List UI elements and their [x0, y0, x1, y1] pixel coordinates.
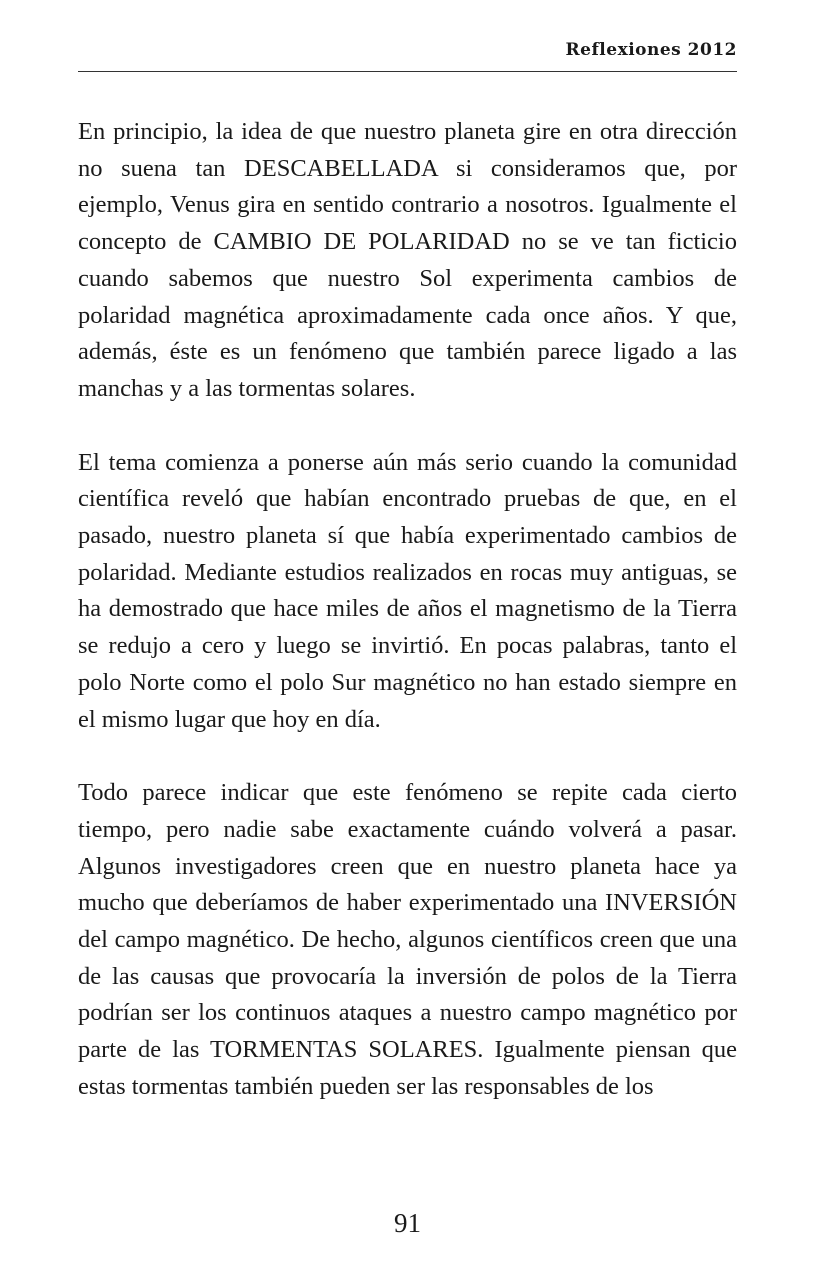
paragraph-2: El tema comienza a ponerse aún más serio cuando la comunidad científica reveló que habían encontrado pruebas de que, en el pasado, nuestro planeta sí que había experimentado cambios de polaridad. Mediante estudios realizados en rocas muy antiguas, se ha demostrado que hace miles de años el magnetismo de la Tierra se redujo a cero y luego se invirtió. En pocas palabras, tanto el polo Norte como el polo Sur magnético no han estado siempre en el mismo lugar que hoy en día. [78, 448, 737, 733]
page-body [78, 114, 737, 1106]
running-header-title: Reflexiones 2012 [565, 40, 737, 60]
paragraph-1: En principio, la idea de que nuestro planeta gire en otra dirección no suena tan DESCABELLADA si consideramos que, por ejemplo, Venus gira en sentido contrario a nosotros. Igualmente el concepto de CAMBIO DE POLARIDAD no se ve tan ficticio cuando sabemos que nuestro Sol experimenta cambios de polaridad magnética aproximadamente cada once años. Y que, además, éste es un fenómeno que también parece ligado a las manchas y a las tormentas solares. [78, 118, 737, 402]
header-divider [78, 71, 737, 72]
paragraph-3: Todo parece indicar que este fenómeno se repite cada cierto tiempo, pero nadie sabe exactamente cuándo volverá a pasar. Algunos investigadores creen que en nuestro planeta hace ya mucho que deberíamos de haber experimentado una INVERSIÓN del campo magnético. De hecho, algunos científicos creen que una de las causas que provocaría la inversión de polos de la Tierra podrían ser los continuos ataques a nuestro campo magnético por parte de las TORMENTAS SOLARES. Igualmente piensan que estas tormentas también pueden ser las responsables de los [78, 779, 737, 1100]
page-number: 91 [394, 1208, 421, 1238]
